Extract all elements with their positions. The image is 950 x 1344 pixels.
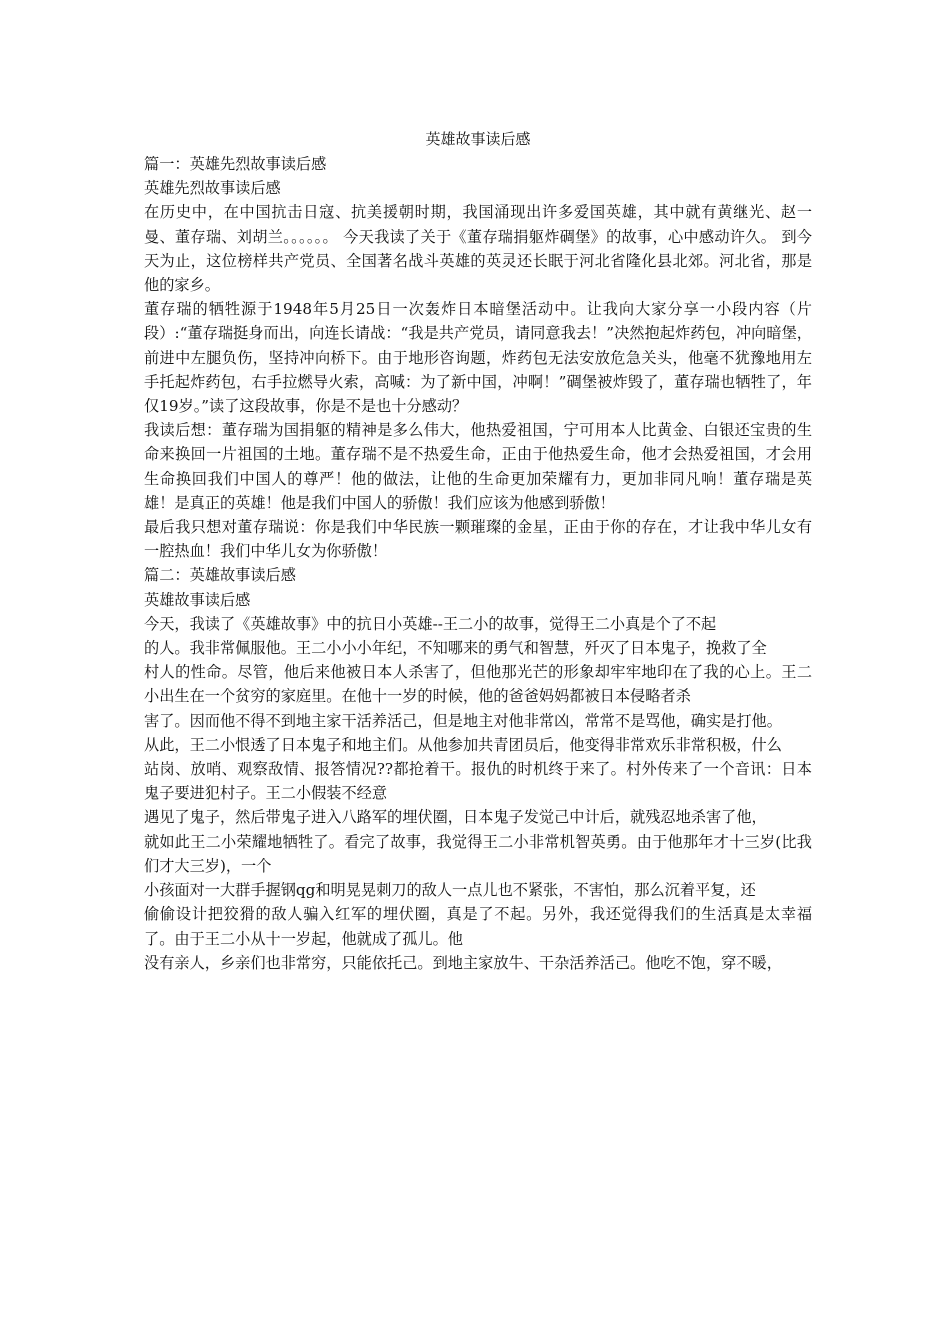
paragraph: 在历史中，在中国抗击日寇、抗美援朝时期，我国涌现出许多爱国英雄，其中就有黄继光、赵一曼、董存瑞、刘胡兰。。。。。。 今天我读了关于《董存瑞捐躯炸碉堡》的故事，心中感动许久。 到今天为止，这位榜样共产党员、全国著名战斗英雄的英灵还长眠于河北省隆化县北郊。河北省，那是他的家乡。 [144,203,812,295]
paragraph: 最后我只想对董存瑞说：你是我们中华民族一颗璀璨的金星，正由于你的存在，才让我中华儿女有一腔热血！我们中华儿女为你骄傲！ [144,518,812,561]
section-subheading: 英雄故事读后感 [144,590,251,609]
paragraph: 的人。我非常佩服他。王二小小小年纪，不知哪来的勇气和智慧，歼灭了日本鬼子，挽救了全 [144,639,767,658]
paragraph: 站岗、放哨、观察敌情、报答情况??都抢着干。报仇的时机终于来了。村外传来了一个音讯：日本鬼子要进犯村子。王二小假装不经意 [144,760,812,803]
paragraph: 小孩面对一大群手握钢qg和明晃晃刺刀的敌人一点儿也不紧张，不害怕，那么沉着平复，还 [144,881,756,900]
paragraph: 偷偷设计把狡猾的敌人骗入红军的埋伏圈，真是了不起。另外，我还觉得我们的生活真是太幸福了。由于王二小从十一岁起，他就成了孤儿。他 [144,905,812,948]
paragraph: 就如此王二小荣耀地牺牲了。看完了故事，我觉得王二小非常机智英勇。由于他那年才十三岁(比我们才大三岁)，一个 [144,832,812,875]
section-heading: 篇一：英雄先烈故事读后感 [144,155,327,173]
paragraph: 害了。因而他不得不到地主家干活养活己，但是地主对他非常凶，常常不是骂他，确实是打他。 [144,711,782,730]
section-subheading: 英雄先烈故事读后感 [144,179,281,198]
document-page [144,128,812,975]
document-title: 英雄故事读后感 [425,130,531,148]
paragraph: 今天，我读了《英雄故事》中的抗日小英雄--王二小的故事，觉得王二小真是个了不起 [144,614,717,633]
paragraph: 村人的性命。尽管，他后来他被日本人杀害了，但他那光芒的形象却牢牢地印在了我的心上。王二小出生在一个贫穷的家庭里。在他十一岁的时候，他的爸爸妈妈都被日本侵略者杀 [144,663,812,706]
paragraph: 从此，王二小恨透了日本鬼子和地主们。从他参加共青团员后，他变得非常欢乐非常积极，什么 [144,735,782,754]
section-heading: 篇二：英雄故事读后感 [144,566,296,585]
paragraph: 没有亲人，乡亲们也非常穷，只能依托己。到地主家放牛、干杂活养活己。他吃不饱，穿不暖， [144,953,782,972]
paragraph: 我读后想：董存瑞为国捐躯的精神是多么伟大，他热爱祖国，宁可用本人比黄金、白银还宝贵的生命来换回一片祖国的土地。董存瑞不是不热爱生命，正由于他热爱生命，他才会热爱祖国，才会用生命换回我们中国人的尊严！他的做法，让他的生命更加荣耀有力，更加非同凡响！董存瑞是英雄！是真正的英雄！他是我们中国人的骄傲！我们应该为他感到骄傲！ [144,421,812,512]
paragraph: 董存瑞的牺牲源于1948年5月25日一次轰炸日本暗堡活动中。让我向大家分享一小段内容（片段）:“董存瑞挺身而出，向连长请战：“我是共产党员，请同意我去！”决然抱起炸药包，冲向暗堡，前进中左腿负伤，坚持冲向桥下。由于地形咨询题，炸药包无法安放危急关头，他毫不犹豫地用左手托起炸药包，右手拉燃导火索，高喊：为了新中国，冲啊！”碉堡被炸毁了，董存瑞也牺牲了，年仅19岁。”读了这段故事，你是不是也十分感动？ [144,300,812,416]
paragraph: 遇见了鬼子，然后带鬼子进入八路军的埋伏圈，日本鬼子发觉己中计后，就残忍地杀害了他， [144,808,767,827]
